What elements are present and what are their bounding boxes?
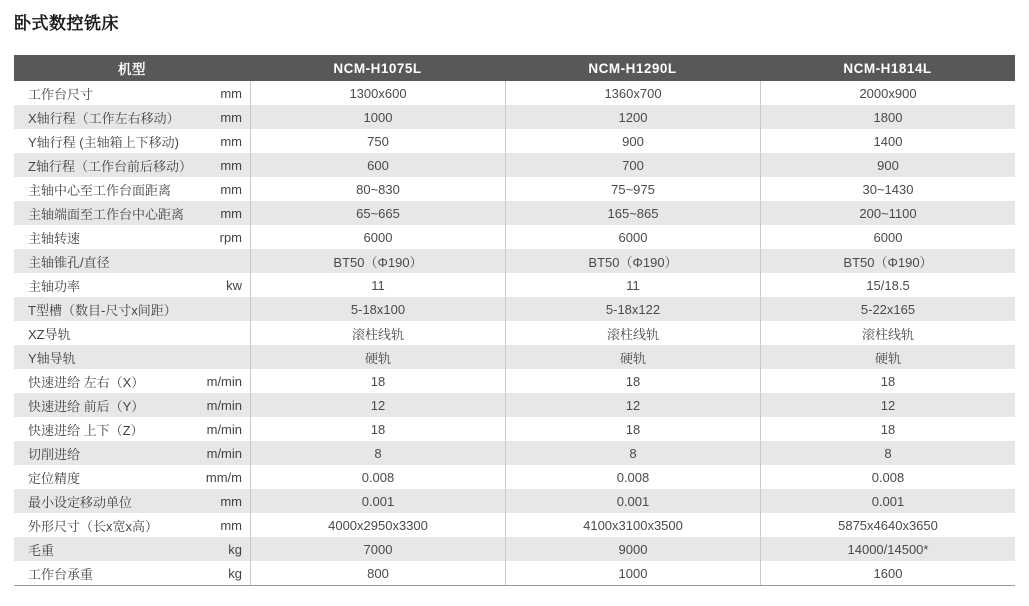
table-row — [14, 81, 1015, 105]
spec-label: T型槽（数目-尺寸x间距） — [28, 302, 177, 318]
spec-label: 切削进给 — [28, 446, 81, 462]
spec-value-col-1814l: 滚柱线轨 — [760, 321, 1015, 345]
spec-value-col-1075l: 18 — [250, 369, 505, 393]
spec-label: 定位精度 — [28, 470, 81, 486]
table-row — [14, 177, 1015, 201]
spec-value-col-1290l: 75~975 — [505, 177, 760, 201]
spec-unit: kg — [228, 541, 242, 557]
spec-value-col-1290l: 18 — [505, 369, 760, 393]
table-row — [14, 201, 1015, 225]
spec-label: 主轴功率 — [28, 278, 81, 294]
spec-value-col-1814l: 5-22x165 — [760, 297, 1015, 321]
spec-value-col-1290l: 18 — [505, 417, 760, 441]
spec-unit — [188, 297, 250, 321]
table-row — [14, 273, 1015, 297]
header-model-ncm-h1075l: NCM-H1075L — [333, 60, 422, 76]
spec-value-col-1075l: 6000 — [250, 225, 505, 249]
spec-value-col-1075l: 11 — [250, 273, 505, 297]
spec-value-col-1075l: 12 — [250, 393, 505, 417]
spec-unit: kg — [228, 565, 242, 581]
spec-value-col-1814l: 6000 — [760, 225, 1015, 249]
table-row — [14, 513, 1015, 537]
spec-value-col-1075l: 18 — [250, 417, 505, 441]
spec-label: 毛重 — [28, 542, 55, 558]
spec-unit: mm — [220, 85, 242, 101]
spec-value-col-1075l: 800 — [250, 561, 505, 585]
spec-unit: m/min — [206, 373, 242, 389]
spec-value-col-1290l: BT50（Φ190） — [505, 249, 760, 273]
spec-label: Z轴行程（工作台前后移动） — [28, 158, 192, 174]
spec-label: 快速进给 上下（Z） — [28, 422, 144, 438]
spec-unit — [188, 249, 250, 273]
table-row — [14, 297, 1015, 321]
spec-value-col-1814l: 30~1430 — [760, 177, 1015, 201]
spec-label: 主轴转速 — [28, 230, 81, 246]
table-header-row — [14, 55, 1015, 81]
spec-table — [14, 55, 1015, 586]
table-row — [14, 537, 1015, 561]
spec-value-col-1075l: 7000 — [250, 537, 505, 561]
spec-label: X轴行程（工作左右移动） — [28, 110, 180, 126]
spec-value-col-1290l: 12 — [505, 393, 760, 417]
table-row — [14, 225, 1015, 249]
spec-value-col-1814l: 1400 — [760, 129, 1015, 153]
spec-value-col-1075l: 5-18x100 — [250, 297, 505, 321]
spec-value-col-1290l: 滚柱线轨 — [505, 321, 760, 345]
spec-unit: m/min — [206, 421, 242, 437]
spec-value-col-1075l: 1000 — [250, 105, 505, 129]
spec-value-col-1290l: 9000 — [505, 537, 760, 561]
spec-label: Y轴行程 (主轴箱上下移动) — [28, 134, 179, 150]
header-model-ncm-h1290l: NCM-H1290L — [588, 60, 677, 76]
spec-label: 最小设定移动单位 — [28, 494, 133, 510]
spec-value-col-1814l: 0.008 — [760, 465, 1015, 489]
spec-value-col-1075l: 8 — [250, 441, 505, 465]
spec-value-col-1290l: 4100x3100x3500 — [505, 513, 760, 537]
spec-value-col-1814l: 18 — [760, 417, 1015, 441]
spec-label: 主轴锥孔/直径 — [28, 254, 110, 270]
table-row — [14, 105, 1015, 129]
spec-value-col-1290l: 165~865 — [505, 201, 760, 225]
spec-value-col-1075l: 1300x600 — [250, 81, 505, 105]
spec-value-col-1814l: 2000x900 — [760, 81, 1015, 105]
spec-unit: kw — [226, 277, 242, 293]
spec-unit — [188, 321, 250, 345]
spec-value-col-1290l: 1360x700 — [505, 81, 760, 105]
spec-value-col-1814l: 1800 — [760, 105, 1015, 129]
spec-value-col-1075l: 0.001 — [250, 489, 505, 513]
spec-unit: mm — [220, 181, 242, 197]
spec-value-col-1290l: 8 — [505, 441, 760, 465]
spec-value-col-1075l: 65~665 — [250, 201, 505, 225]
spec-label: 主轴端面至工作台中心距离 — [28, 206, 185, 222]
table-row — [14, 561, 1015, 585]
spec-label: 快速进给 前后（Y） — [28, 398, 145, 414]
table-body — [14, 81, 1015, 586]
spec-unit: mm — [220, 493, 242, 509]
spec-value-col-1290l: 6000 — [505, 225, 760, 249]
table-row — [14, 345, 1015, 369]
spec-label: XZ导轨 — [28, 326, 71, 342]
spec-value-col-1075l: 硬轨 — [250, 345, 505, 369]
spec-value-col-1075l: BT50（Φ190） — [250, 249, 505, 273]
spec-value-col-1290l: 11 — [505, 273, 760, 297]
table-row — [14, 153, 1015, 177]
spec-value-col-1075l: 4000x2950x3300 — [250, 513, 505, 537]
spec-value-col-1814l: BT50（Φ190） — [760, 249, 1015, 273]
spec-unit: m/min — [206, 397, 242, 413]
table-row — [14, 249, 1015, 273]
spec-value-col-1814l: 18 — [760, 369, 1015, 393]
spec-value-col-1290l: 1000 — [505, 561, 760, 585]
spec-unit — [188, 345, 250, 369]
header-model-label: 机型 — [118, 62, 146, 77]
spec-label: 外形尺寸（长x宽x高） — [28, 518, 159, 534]
spec-value-col-1814l: 1600 — [760, 561, 1015, 585]
spec-value-col-1290l: 0.001 — [505, 489, 760, 513]
spec-unit: mm — [220, 205, 242, 221]
spec-value-col-1814l: 硬轨 — [760, 345, 1015, 369]
spec-value-col-1290l: 1200 — [505, 105, 760, 129]
spec-unit: rpm — [219, 229, 242, 245]
table-row — [14, 393, 1015, 417]
spec-value-col-1290l: 5-18x122 — [505, 297, 760, 321]
spec-unit: m/min — [206, 445, 242, 461]
spec-label: 工作台尺寸 — [28, 86, 94, 102]
spec-value-col-1075l: 750 — [250, 129, 505, 153]
spec-value-col-1814l: 5875x4640x3650 — [760, 513, 1015, 537]
spec-value-col-1075l: 600 — [250, 153, 505, 177]
spec-unit: mm/m — [205, 469, 242, 485]
spec-value-col-1814l: 200~1100 — [760, 201, 1015, 225]
spec-value-col-1290l: 900 — [505, 129, 760, 153]
spec-value-col-1814l: 0.001 — [760, 489, 1015, 513]
spec-value-col-1814l: 8 — [760, 441, 1015, 465]
table-row — [14, 417, 1015, 441]
spec-value-col-1075l: 滚柱线轨 — [250, 321, 505, 345]
table-row — [14, 465, 1015, 489]
table-row — [14, 489, 1015, 513]
spec-unit: mm — [220, 133, 242, 149]
spec-unit: mm — [220, 517, 242, 533]
spec-value-col-1290l: 0.008 — [505, 465, 760, 489]
page-title: 卧式数控铣床 — [14, 14, 119, 33]
table-row — [14, 321, 1015, 345]
spec-value-col-1075l: 0.008 — [250, 465, 505, 489]
spec-value-col-1814l: 15/18.5 — [760, 273, 1015, 297]
table-row — [14, 441, 1015, 465]
spec-value-col-1814l: 14000/14500* — [760, 537, 1015, 561]
spec-label: 主轴中心至工作台面距离 — [28, 182, 172, 198]
spec-value-col-1290l: 硬轨 — [505, 345, 760, 369]
header-model-ncm-h1814l: NCM-H1814L — [843, 60, 932, 76]
spec-unit: mm — [220, 157, 242, 173]
spec-value-col-1814l: 12 — [760, 393, 1015, 417]
spec-unit: mm — [220, 109, 242, 125]
spec-value-col-1075l: 80~830 — [250, 177, 505, 201]
spec-value-col-1290l: 700 — [505, 153, 760, 177]
spec-label: 快速进给 左右（X） — [28, 374, 145, 390]
spec-label: Y轴导轨 — [28, 350, 76, 366]
table-row — [14, 129, 1015, 153]
table-row — [14, 369, 1015, 393]
spec-label: 工作台承重 — [28, 566, 94, 582]
spec-value-col-1814l: 900 — [760, 153, 1015, 177]
